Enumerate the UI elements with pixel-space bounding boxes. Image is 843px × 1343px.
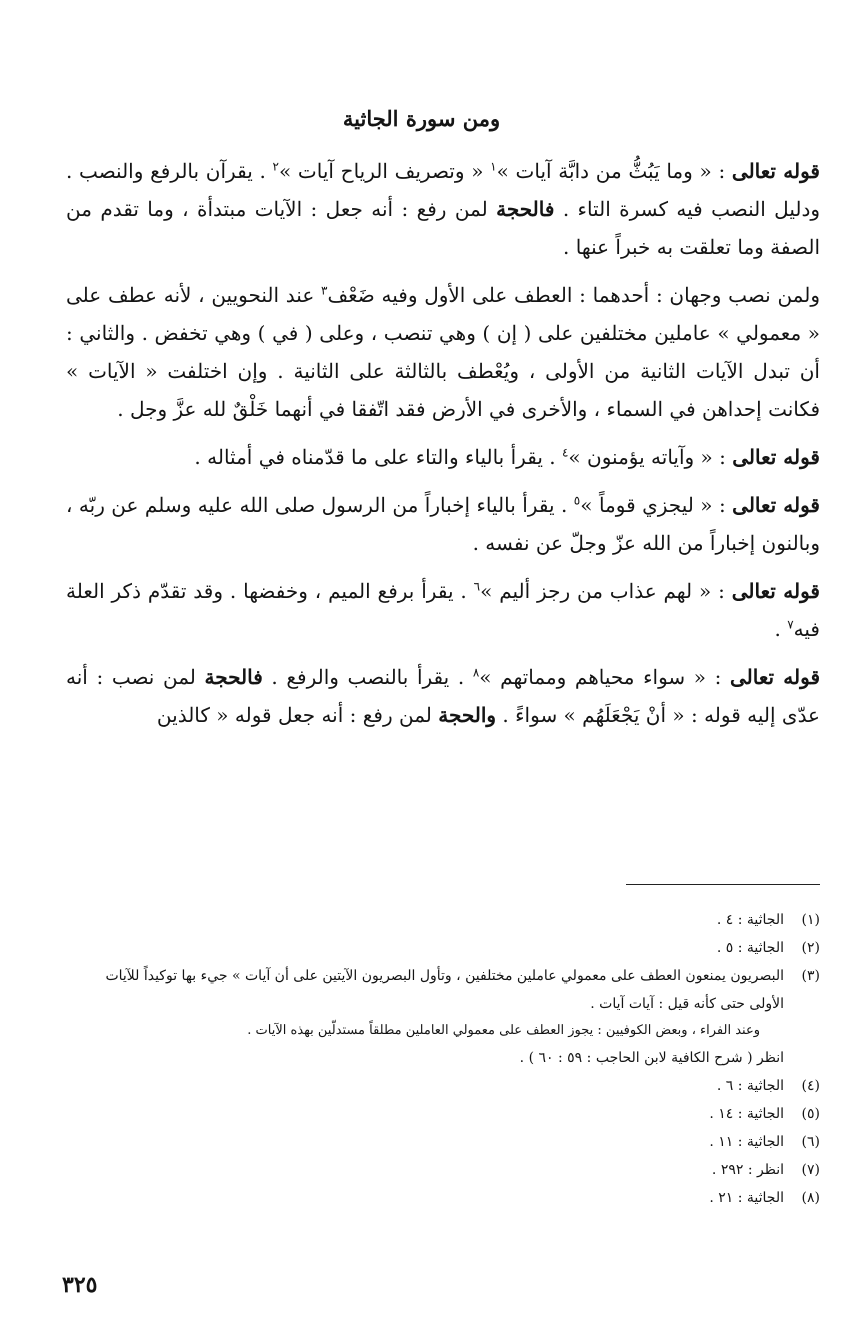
footnote-ref: ٤ xyxy=(561,445,569,460)
verse-lead: قوله تعالى xyxy=(732,445,820,469)
footnote-text: انظر : ٢٩٢ . xyxy=(711,1162,784,1178)
footnote-number: (٣) xyxy=(801,968,820,984)
footnote-ref: ٥ xyxy=(573,493,581,508)
footnote-text: انظر ( شرح الكافية لابن الحاجب : ٥٩ : ٦٠ ) . xyxy=(519,1050,784,1066)
footnote-number: (٢) xyxy=(801,940,820,956)
paragraph-3: قوله تعالى : « وآياته يؤمنون »$^٤$ . يقرأ بالياء والتاء على ما قدّمناه في أمثاله . xyxy=(194,445,820,469)
footnote-ref: ٧ xyxy=(787,617,794,632)
footnote-item xyxy=(72,962,820,1018)
hujja-label: والحجة xyxy=(438,703,497,727)
footnote-item xyxy=(72,1072,820,1100)
footnote-text: وعند الفراء ، وبعض الكوفيين : يجوز العطف على معمولي العاملين مطلقاً مستدلّين بهذه الآيات . xyxy=(247,1023,760,1038)
footnote-text: الجاثية : ٥ . xyxy=(716,940,784,956)
page-title: ومن سورة الجاثية xyxy=(342,106,501,131)
main-text xyxy=(66,152,820,744)
page-number: ٣٢٥ xyxy=(62,1272,98,1298)
footnote-number: (٨) xyxy=(801,1190,820,1206)
footnote-separator xyxy=(626,884,820,885)
footnote-ref: ١ xyxy=(490,159,497,174)
hujja-label: فالحجة xyxy=(204,665,263,689)
footnote-number: (٦) xyxy=(801,1134,820,1150)
footnote-number: (٤) xyxy=(801,1078,820,1094)
verse-lead: قوله تعالى xyxy=(732,493,820,517)
footnote-number: (٥) xyxy=(801,1106,820,1122)
footnote-text: الجاثية : ١٤ . xyxy=(709,1106,784,1122)
footnote-text: البصريون يمنعون العطف على معمولي عاملين مختلفين ، وتأول البصريون الآيتين على أن آيات » جيء بها توكيداً للآيات الأولى حتى كأنه قيل : آيات آيات . xyxy=(105,968,784,1012)
footnote-number: (١) xyxy=(801,912,820,928)
footnote-number: (٧) xyxy=(801,1162,820,1178)
footnote-item xyxy=(72,1156,820,1184)
footnote-item xyxy=(72,1184,820,1212)
footnote-item xyxy=(72,1100,820,1128)
paragraph-1: قوله تعالى : « وما يَبُثُّ من دابَّة آيات »$^١$ « وتصريف الرياح آيات »$^٢$ . يقرآن بالرفع والنصب . ودليل النصب فيه كسرة التاء . فالحجة لمن رفع : أنه جعل : الآيات مبتدأة ، وما تقدم من الصفة وما تعلقت به خبراً عنها . xyxy=(66,159,821,259)
footnote-ref: ٣ xyxy=(320,283,328,298)
footnote-text: الجاثية : ١١ . xyxy=(709,1134,784,1150)
footnote-continuation xyxy=(72,1018,820,1044)
footnote-item xyxy=(72,934,820,962)
paragraph-6: قوله تعالى : « سواء محياهم ومماتهم »$^٨$ . يقرأ بالنصب والرفع . فالحجة لمن نصب : أنه عدّى إليه قوله : « أنْ يَجْعَلَهُم » سواءً . والحجة لمن رفع : أنه جعل قوله « كالذين xyxy=(66,665,821,727)
footnote-text: الجاثية : ٦ . xyxy=(716,1078,784,1094)
footnote-item xyxy=(72,1128,820,1156)
footnote-text: الجاثية : ٤ . xyxy=(716,912,784,928)
verse-lead: قوله تعالى xyxy=(731,159,820,183)
paragraph-2: ولمن نصب وجهان : أحدهما : العطف على الأول وفيه ضَعْف$^٣$ عند النحويين ، لأنه عطف على « معمولي » عاملين مختلفين على ( إن ) وهي تنصب ، وعلى ( في ) وهي تخفض . والثاني : أن تبدل الآيات الثانية من الأولى ، ويُعْطف بالثالثة على الثانية . وإن اختلفت « الآيات » فكانت إحداهن في السماء ، والأخرى في الأرض فقد اتّفقا في أنهما خَلْقٌ لله عزَّ وجل . xyxy=(66,283,820,421)
footnote-ref: ٦ xyxy=(473,579,481,594)
footnotes xyxy=(72,906,820,1212)
footnote-item xyxy=(72,906,820,934)
paragraph-4: قوله تعالى : « ليجزي قوماً »$^٥$ . يقرأ بالياء إخباراً من الرسول صلى الله عليه وسلم عن ربّه ، وبالنون إخباراً من الله عزّ وجلّ عن نفسه . xyxy=(66,493,820,555)
verse-lead: قوله تعالى xyxy=(731,579,820,603)
verse-lead: قوله تعالى xyxy=(730,665,821,689)
footnote-ref: ٨ xyxy=(472,665,480,680)
paragraph-5: قوله تعالى : « لهم عذاب من رجز أليم »$^٦$ . يقرأ برفع الميم ، وخفضها . وقد تقدّم ذكر العلة فيه$^٧$ . xyxy=(66,579,820,641)
footnote-text: الجاثية : ٢١ . xyxy=(709,1190,784,1206)
hujja-label: فالحجة xyxy=(496,197,555,221)
footnote-ref: ٢ xyxy=(272,159,279,174)
footnote-continuation xyxy=(72,1044,820,1072)
